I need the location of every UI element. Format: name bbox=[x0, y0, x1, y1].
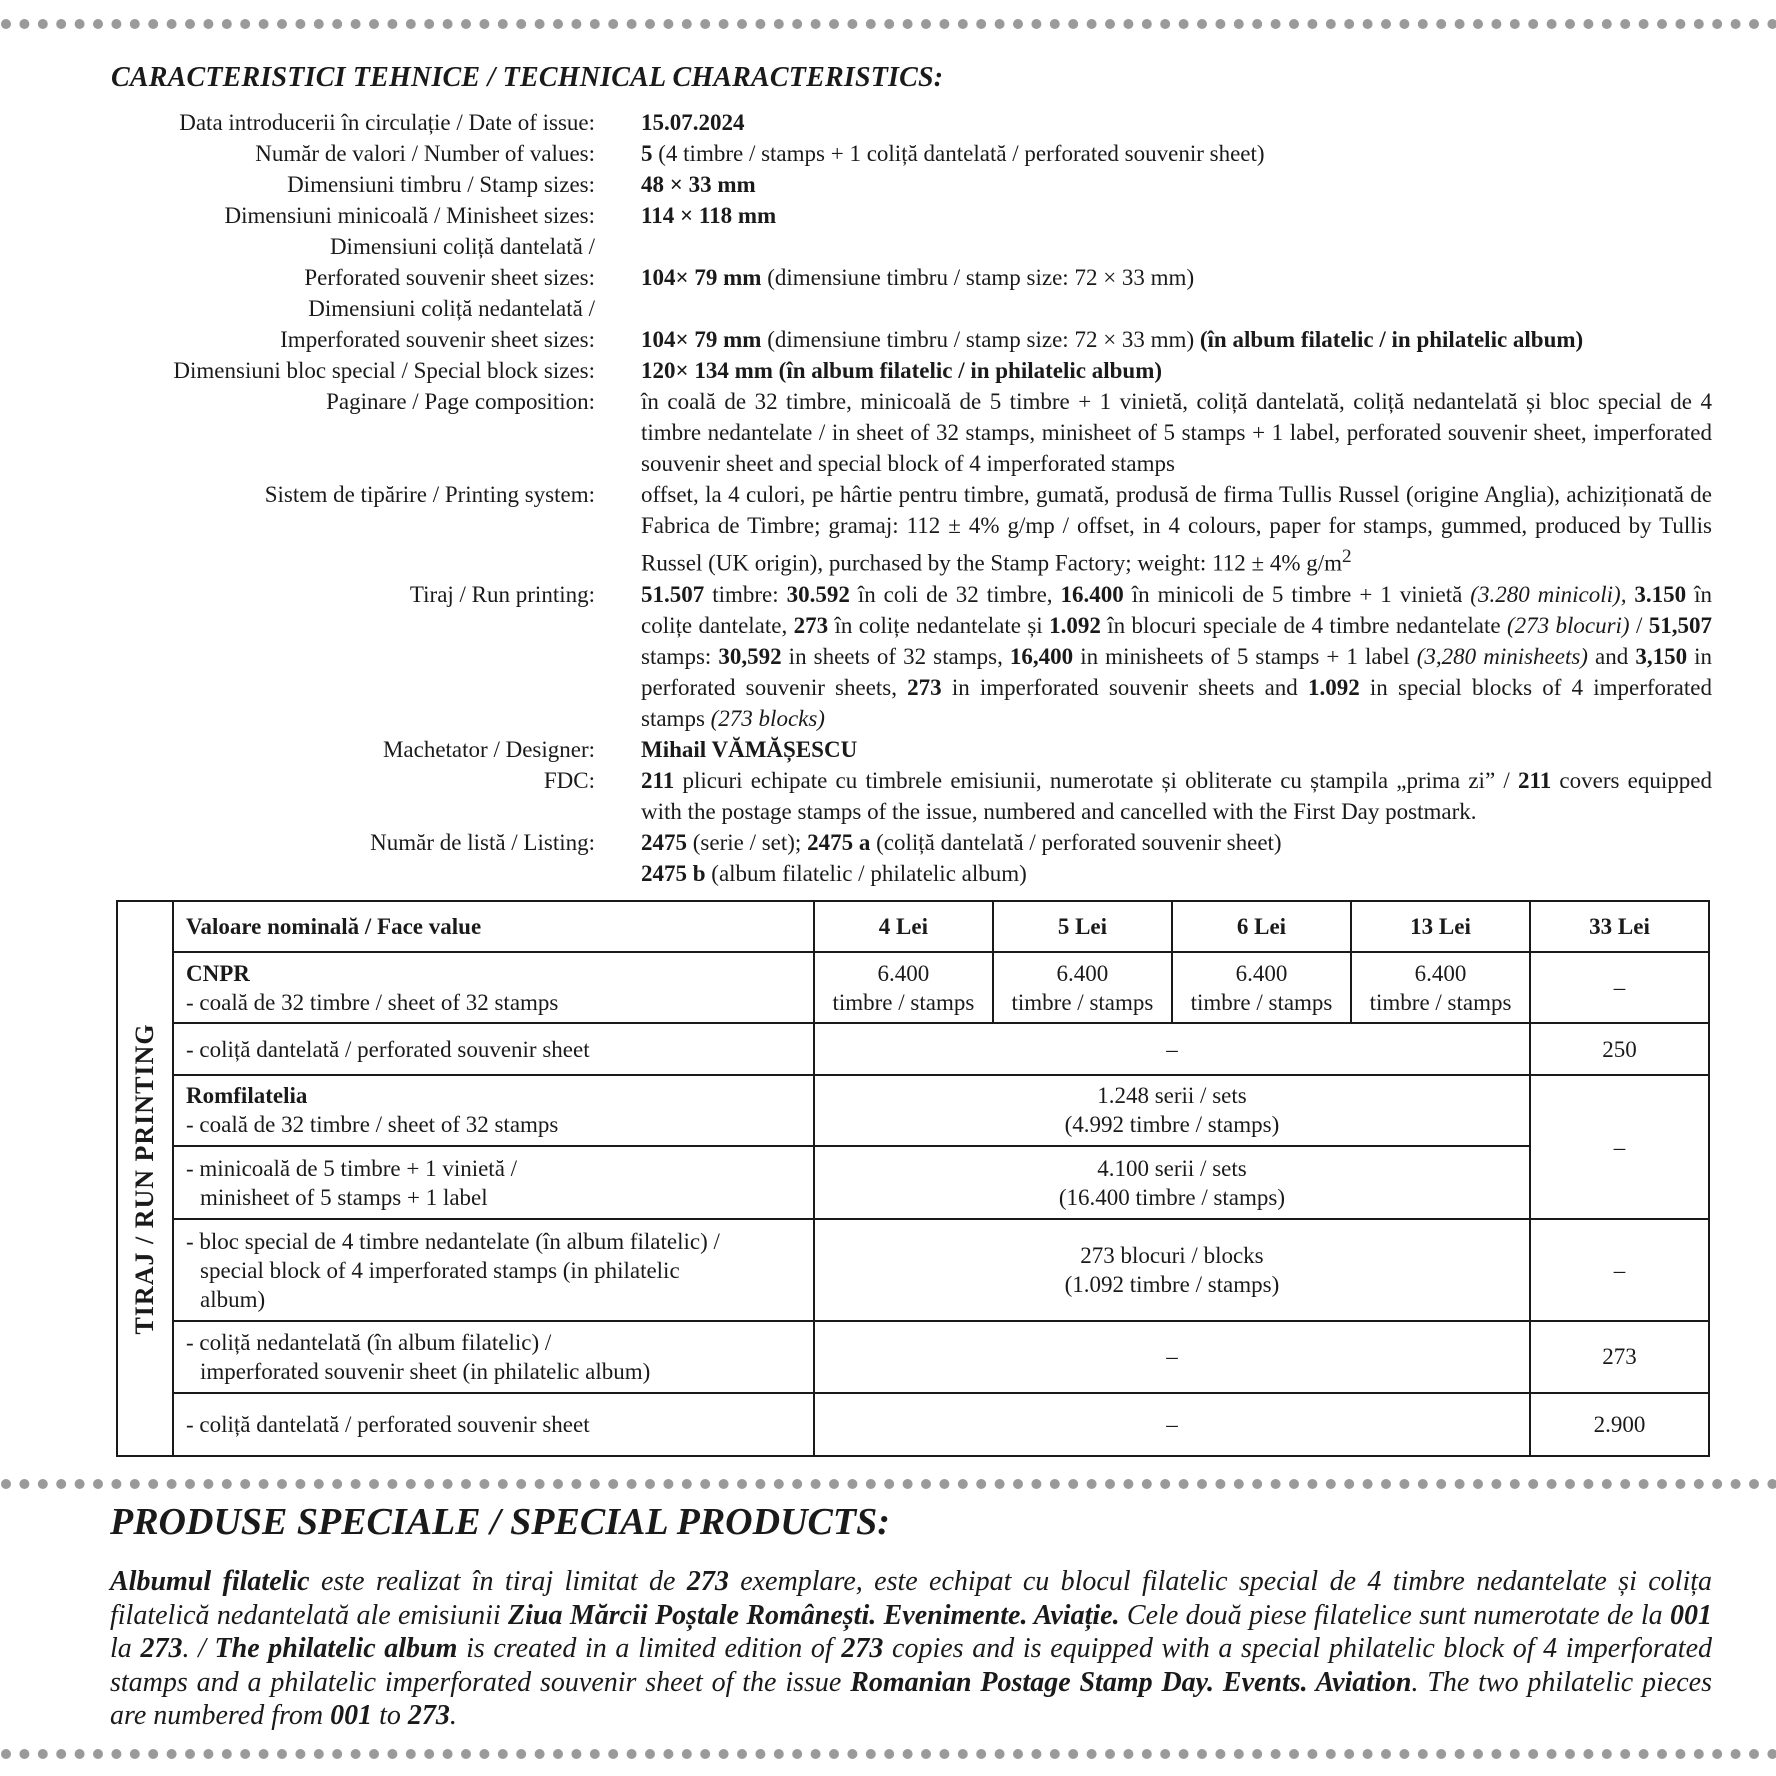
face-value-4: 4 Lei bbox=[814, 902, 993, 952]
spec-value: 15.07.2024 bbox=[641, 110, 745, 135]
dotted-divider-bottom bbox=[0, 1748, 1776, 1760]
romfilatelia-perf-span: – bbox=[814, 1393, 1530, 1455]
romfilatelia-sheet-values: 1.248 serii / sets (4.992 timbre / stamps) bbox=[814, 1075, 1530, 1146]
table-row bbox=[174, 1393, 1708, 1455]
spec-label: Dimensiuni coliță nedantelată / Imperforated souvenir sheet sizes: bbox=[280, 296, 595, 352]
cnpr-perf-span: – bbox=[814, 1023, 1530, 1075]
table-header-row bbox=[174, 902, 1708, 952]
spec-value: Mihail VĂMĂȘESCU bbox=[641, 736, 858, 762]
cnpr-perf-33: 250 bbox=[1530, 1023, 1708, 1075]
romfilatelia-imperf-label: - coliță nedantelată (în album filatelic) / imperforated souvenir sheet (in philatelic album) bbox=[174, 1321, 814, 1393]
cnpr-sheet-33: – bbox=[1530, 952, 1708, 1023]
spec-value: 211 plicuri echipate cu timbrele emisiunii, numerotate și obliterate cu ștampila „prima zi” / 211 covers equipped with the postage stamps of the issue, numbered and cancelled with the First Day postmark. bbox=[641, 767, 1712, 824]
spec-label: FDC: bbox=[543, 767, 595, 793]
cnpr-perf-label: - coliță dantelată / perforated souvenir sheet bbox=[174, 1023, 814, 1075]
romfilatelia-block-33: – bbox=[1530, 1219, 1708, 1321]
spec-label: Număr de listă / Listing: bbox=[370, 829, 595, 855]
spec-row bbox=[100, 138, 1720, 169]
spec-value: 120× 134 mm (în album filatelic / in philatelic album) bbox=[641, 358, 1163, 383]
spec-row bbox=[100, 765, 1720, 827]
spec-row bbox=[100, 293, 1720, 355]
spec-label: Data introducerii în circulație / Date of issue: bbox=[179, 110, 595, 135]
face-value-5: 5 Lei bbox=[993, 902, 1172, 952]
spec-label: Dimensiuni minicoală / Minisheet sizes: bbox=[224, 203, 595, 228]
spec-row bbox=[100, 479, 1720, 579]
face-value-header: Valoare nominală / Face value bbox=[174, 902, 814, 952]
cnpr-sheet-4: 6.400 timbre / stamps bbox=[814, 952, 993, 1023]
cnpr-sheet-label: CNPR - coală de 32 timbre / sheet of 32 stamps bbox=[174, 952, 814, 1023]
spec-row bbox=[100, 827, 1720, 889]
romfilatelia-block-label: - bloc special de 4 timbre nedantelate (în album filatelic) / special block of 4 imperforated stamps (in philatelic album) bbox=[174, 1219, 814, 1321]
spec-label: Număr de valori / Number of values: bbox=[255, 141, 595, 166]
spec-label: Dimensiuni coliță dantelată / Perforated souvenir sheet sizes: bbox=[304, 234, 595, 290]
spec-row bbox=[100, 231, 1720, 293]
romfilatelia-group-33: – bbox=[1530, 1075, 1708, 1219]
spec-row bbox=[100, 734, 1720, 765]
romfilatelia-minisheet-label: - minicoală de 5 timbre + 1 vinietă / minisheet of 5 stamps + 1 label bbox=[174, 1146, 814, 1220]
spec-label: Tiraj / Run printing: bbox=[409, 581, 595, 607]
spec-row bbox=[100, 107, 1720, 138]
spec-value: 104× 79 mm (dimensiune timbru / stamp size: 72 × 33 mm) (în album filatelic / in philatelic album) bbox=[641, 327, 1584, 352]
cnpr-sheet-5: 6.400 timbre / stamps bbox=[993, 952, 1172, 1023]
spec-label: Dimensiuni bloc special / Special block sizes: bbox=[173, 358, 595, 383]
romfilatelia-block-values: 273 blocuri / blocks (1.092 timbre / stamps) bbox=[814, 1219, 1530, 1321]
spec-value: 48 × 33 mm bbox=[641, 172, 756, 197]
table-row bbox=[174, 952, 1708, 1023]
dotted-divider-top bbox=[0, 18, 1776, 30]
face-value-33: 33 Lei bbox=[1530, 902, 1708, 952]
technical-characteristics-title: CARACTERISTICI TEHNICE / TECHNICAL CHARACTERISTICS: bbox=[111, 62, 944, 93]
spec-label: Paginare / Page composition: bbox=[326, 389, 595, 414]
spec-value: 2475 (serie / set); 2475 a (coliță dantelată / perforated souvenir sheet) 2475 b (album filatelic / philatelic album) bbox=[641, 829, 1282, 886]
table-row bbox=[174, 1146, 1708, 1220]
spec-row bbox=[100, 169, 1720, 200]
spec-value: offset, la 4 culori, pe hârtie pentru timbre, gumată, produsă de firma Tullis Russel (origine Anglia), achiziționată de Fabrica de Timbre; gramaj: 112 ± 4% g/mp / offset, in 4 colours, paper for stamps, gummed, produced by Tullis Russel (UK origin), purchased by the Stamp Factory; weight: 112 ± 4% $g/m^2$ bbox=[641, 482, 1712, 576]
spec-label: Dimensiuni timbru / Stamp sizes: bbox=[287, 172, 595, 197]
table-row bbox=[174, 1075, 1708, 1146]
romfilatelia-minisheet-values: 4.100 serii / sets (16.400 timbre / stamps) bbox=[814, 1146, 1530, 1220]
table-row bbox=[174, 1219, 1708, 1321]
special-products-paragraph: Albumul filatelic este realizat în tiraj limitat de 273 exemplare, este echipat cu blocul filatelic special de 4 timbre nedantelate și colița filatelică nedantelată ale emisiunii Ziua Mărcii Poștale Românești. Evenimente. Aviație. Cele două piese filatelice sunt numerotate de la 001 la 273. / The philatelic album is created in a limited edition of 273 copies and is equipped with a special philatelic block of 4 imperforated stamps and a philatelic imperforated souvenir sheet of the issue Romanian Postage Stamp Day. Events. Aviation. The two philatelic pieces are numbered from 001 to 273. bbox=[110, 1566, 1713, 1731]
run-printing-table bbox=[116, 900, 1710, 1457]
spec-row bbox=[100, 579, 1720, 734]
face-value-6: 6 Lei bbox=[1172, 902, 1351, 952]
run-printing-side-label: TIRAJ / RUN PRINTING bbox=[118, 902, 174, 1455]
spec-value: 51.507 timbre: 30.592 în coli de 32 timbre, 16.400 în minicoli de 5 timbre + 1 vinietă (3.280 minicoli), 3.150 în colițe dantelate, 273 în colițe nedantelate și 1.092 în blocuri speciale de 4 timbre nedantelate (273 blocuri) / 51,507 stamps: 30,592 in sheets of 32 stamps, 16,400 in minisheets of 5 stamps + 1 label (3,280 minisheets) and 3,150 in perforated souvenir sheets, 273 in imperforated souvenir sheets and 1.092 in special blocks of 4 imperforated stamps (273 blocks) bbox=[641, 581, 1713, 731]
romfilatelia-imperf-span: – bbox=[814, 1321, 1530, 1393]
cnpr-sheet-6: 6.400 timbre / stamps bbox=[1172, 952, 1351, 1023]
dotted-divider-middle bbox=[0, 1478, 1776, 1490]
romfilatelia-perf-label: - coliță dantelată / perforated souvenir sheet bbox=[174, 1393, 814, 1455]
romfilatelia-perf-33: 2.900 bbox=[1530, 1393, 1708, 1455]
run-printing-grid bbox=[174, 902, 1708, 1455]
spec-value: în coală de 32 timbre, minicoală de 5 timbre + 1 vinietă, coliță dantelată, coliță nedantelată și bloc special de 4 timbre nedantelate / in sheet of 32 stamps, minisheet of 5 stamps + 1 label, perforated souvenir sheet, imperforated souvenir sheet and special block of 4 imperforated stamps bbox=[641, 389, 1712, 476]
spec-label: Sistem de tipărire / Printing system: bbox=[264, 482, 595, 507]
spec-row bbox=[100, 355, 1720, 386]
technical-specs-list bbox=[100, 107, 1720, 889]
spec-row bbox=[100, 200, 1720, 231]
spec-label: Machetator / Designer: bbox=[382, 736, 595, 762]
table-row bbox=[174, 1321, 1708, 1393]
spec-value: 104× 79 mm (dimensiune timbru / stamp size: 72 × 33 mm) bbox=[641, 265, 1195, 290]
table-row bbox=[174, 1023, 1708, 1075]
romfilatelia-imperf-33: 273 bbox=[1530, 1321, 1708, 1393]
spec-value: 5 (4 timbre / stamps + 1 coliță dantelată / perforated souvenir sheet) bbox=[641, 141, 1265, 166]
face-value-13: 13 Lei bbox=[1351, 902, 1530, 952]
spec-value: 114 × 118 mm bbox=[641, 203, 777, 228]
spec-row bbox=[100, 386, 1720, 479]
romfilatelia-sheet-label: Romfilatelia - coală de 32 timbre / sheet of 32 stamps bbox=[174, 1075, 814, 1146]
special-products-title: PRODUSE SPECIALE / SPECIAL PRODUCTS: bbox=[110, 1501, 890, 1543]
cnpr-sheet-13: 6.400 timbre / stamps bbox=[1351, 952, 1530, 1023]
